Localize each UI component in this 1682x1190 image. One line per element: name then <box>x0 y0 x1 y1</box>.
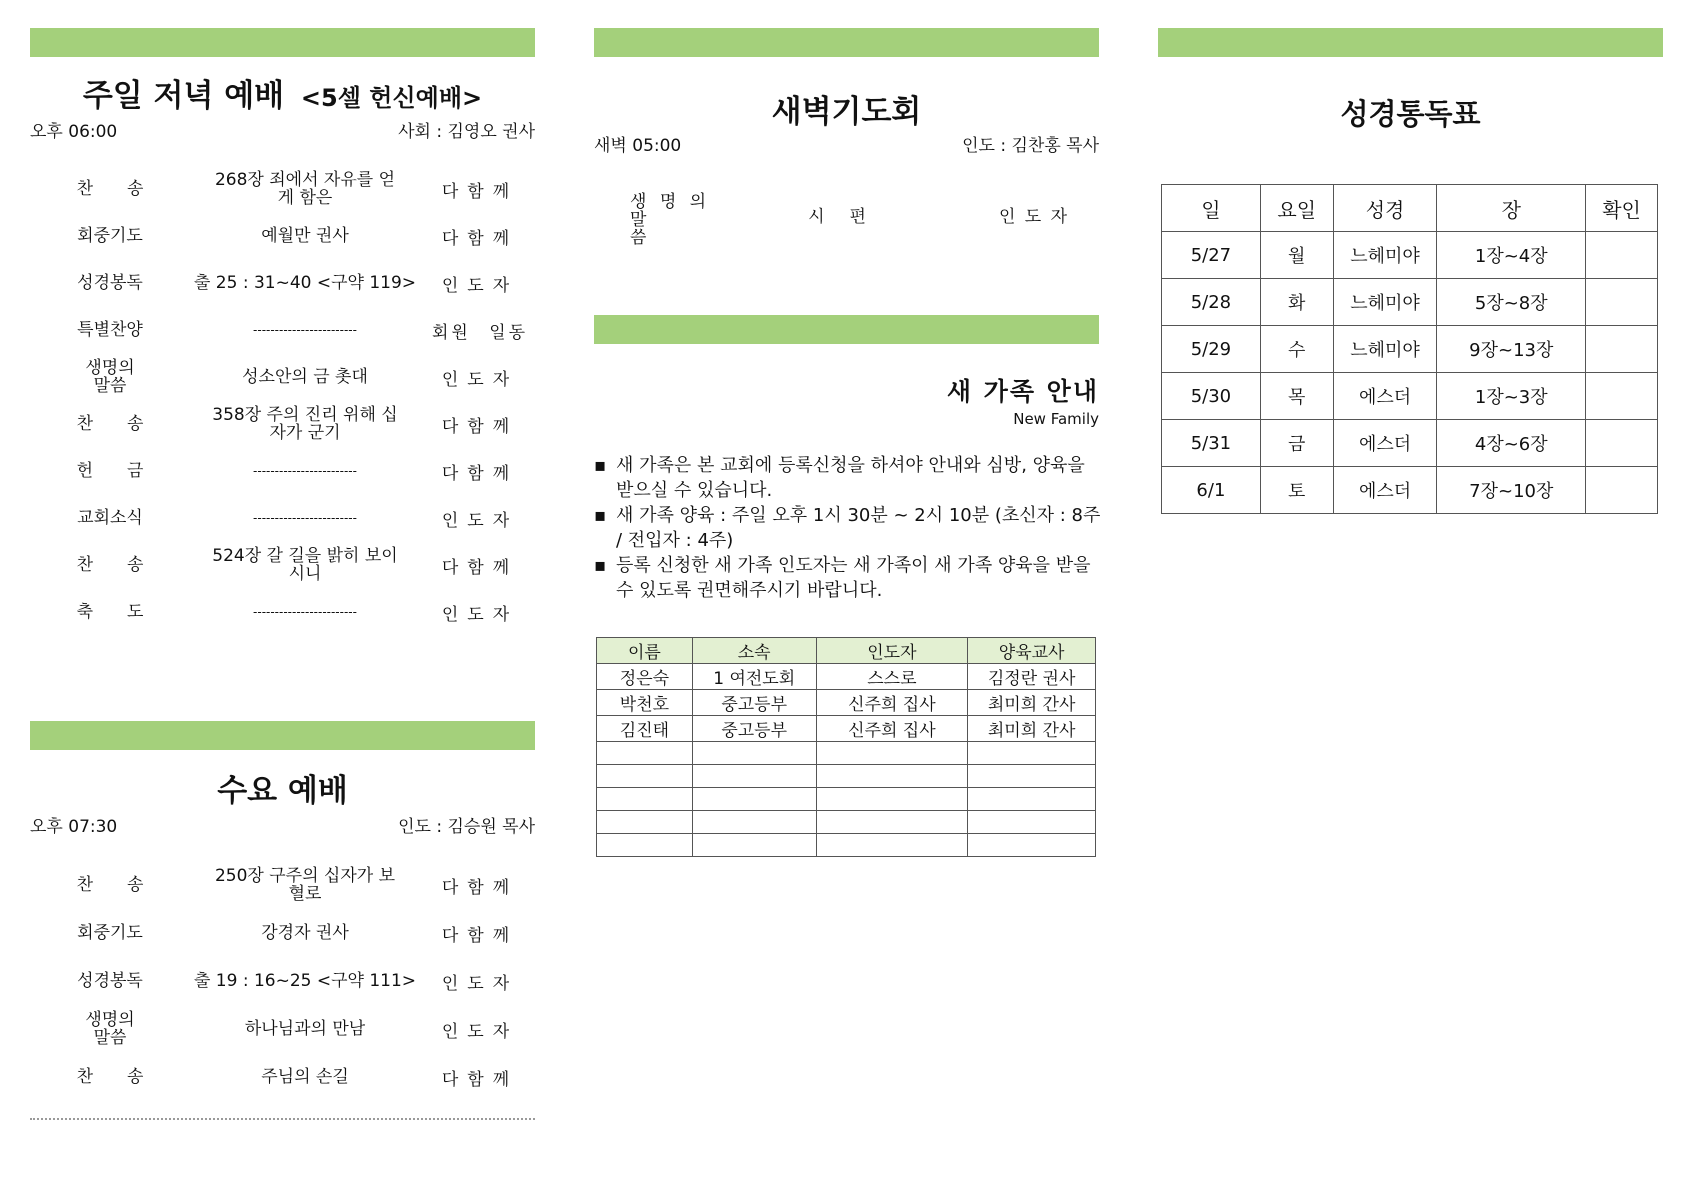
order-content: 성소안의 금 촛대 <box>242 367 368 387</box>
notice-list <box>594 453 1104 603</box>
order-item: 회중기도 <box>77 923 143 943</box>
new-family-subtitle: New Family <box>1013 410 1099 428</box>
order-item: 교회소식 <box>77 508 143 528</box>
wednesday-leader: 인도 : 김승원 목사 <box>398 817 535 837</box>
table-cell: 느헤미야 <box>1333 232 1437 279</box>
order-item: 성경봉독 <box>77 273 143 293</box>
order-content: ------------------------ <box>253 323 357 337</box>
table-cell: 7장~10장 <box>1437 467 1586 514</box>
table-cell: 김정란 권사 <box>968 664 1096 690</box>
wednesday-order-list <box>30 0 535 1190</box>
table-cell <box>968 742 1096 765</box>
order-content-cell <box>170 913 440 953</box>
order-who: 다함께 <box>441 463 519 484</box>
order-content: 주님의 손길 <box>261 1067 349 1087</box>
table-row <box>1162 326 1658 373</box>
table-row <box>597 765 1096 788</box>
table-cell <box>816 765 968 788</box>
table-cell <box>597 811 693 834</box>
order-content: 268장 죄에서 자유를 얻게 함은 <box>214 170 396 208</box>
order-content: 출 25 : 31~40 <구약 119> <box>193 273 417 293</box>
table-cell: 에스더 <box>1333 420 1437 467</box>
order-item: 찬 송 <box>76 414 144 434</box>
order-item: 회중기도 <box>77 226 143 246</box>
table-cell <box>692 811 816 834</box>
table-cell: 에스더 <box>1333 373 1437 420</box>
order-item: 찬 송 <box>76 179 144 199</box>
dawn-leader: 인도 : 김찬홍 목사 <box>962 136 1099 156</box>
table-cell: 화 <box>1260 279 1333 326</box>
table-header-row <box>1162 185 1658 232</box>
table-cell <box>816 834 968 857</box>
table-row <box>1162 279 1658 326</box>
new-family-notice <box>594 453 1104 603</box>
table-cell <box>968 788 1096 811</box>
order-item: 특별찬양 <box>77 320 143 340</box>
table-cell: 느헤미야 <box>1333 279 1437 326</box>
dawn-time: 새벽 05:00 <box>594 136 682 156</box>
table-cell: 신주희 집사 <box>816 690 968 716</box>
order-row <box>30 865 535 905</box>
sunday-title-main: 주일 저녁 예배 <box>82 78 285 114</box>
table-cell: 목 <box>1260 373 1333 420</box>
table-cell: 5/28 <box>1162 279 1261 326</box>
order-item: 축 도 <box>76 602 144 622</box>
table-cell <box>968 765 1096 788</box>
order-content: ------------------------ <box>253 464 357 478</box>
table-cell <box>968 811 1096 834</box>
order-row <box>30 913 535 953</box>
order-content: 하나님과의 만남 <box>244 1019 366 1039</box>
check-cell[interactable] <box>1586 232 1658 279</box>
table-cell: 최미희 간사 <box>968 690 1096 716</box>
column-header: 장 <box>1437 185 1586 232</box>
check-cell[interactable] <box>1586 326 1658 373</box>
table-cell <box>597 765 693 788</box>
table-cell <box>597 834 693 857</box>
order-content: 강경자 권사 <box>261 923 349 943</box>
order-item: 찬 송 <box>76 875 144 895</box>
table-cell <box>692 765 816 788</box>
order-item: 찬 송 <box>76 1067 144 1087</box>
table-row <box>597 742 1096 765</box>
table-cell: 1장~3장 <box>1437 373 1586 420</box>
table-cell: 1장~4장 <box>1437 232 1586 279</box>
order-who: 인도자 <box>441 275 519 296</box>
order-content-cell <box>170 865 440 905</box>
reading-title: 성경통독표 <box>1340 97 1481 131</box>
table-cell: 1 여전도회 <box>692 664 816 690</box>
sunday-subtitle: <5셀 헌신예배> <box>300 84 483 112</box>
notice-item: ▪ 등록 신청한 새 가족 인도자는 새 가족이 새 가족 양육을 받을 수 있도록 권면해주시기 바랍니다. <box>616 553 1104 603</box>
table-row <box>1162 420 1658 467</box>
table-cell: 신주희 집사 <box>816 716 968 742</box>
table-cell: 정은숙 <box>597 664 693 690</box>
dawn-order-row <box>594 192 1099 248</box>
order-content: 358장 주의 진리 위해 십자가 군기 <box>212 405 398 443</box>
table-cell <box>597 742 693 765</box>
table-cell: 6/1 <box>1162 467 1261 514</box>
table-row <box>597 811 1096 834</box>
order-content: 출 19 : 16~25 <구약 111> <box>193 971 417 991</box>
column-header: 확인 <box>1586 185 1658 232</box>
check-cell[interactable] <box>1586 373 1658 420</box>
order-who: 회원 일동 <box>431 322 529 343</box>
table-row <box>1162 373 1658 420</box>
check-cell[interactable] <box>1586 420 1658 467</box>
table-cell: 최미희 간사 <box>968 716 1096 742</box>
order-content: 250장 구주의 십자가 보혈로 <box>214 866 396 904</box>
table-cell: 5/29 <box>1162 326 1261 373</box>
table-header-row <box>597 638 1096 664</box>
table-cell: 5장~8장 <box>1437 279 1586 326</box>
check-cell[interactable] <box>1586 467 1658 514</box>
dawn-title: 새벽기도회 <box>771 94 922 130</box>
section-bar-new-family <box>594 315 1099 344</box>
table-cell: 4장~6장 <box>1437 420 1586 467</box>
order-who: 인도자 <box>441 604 519 625</box>
table-cell: 9장~13장 <box>1437 326 1586 373</box>
table-cell: 느헤미야 <box>1333 326 1437 373</box>
table-cell: 수 <box>1260 326 1333 373</box>
order-item: 생명의 말씀 <box>85 358 135 396</box>
order-content: 예월만 권사 <box>261 226 349 246</box>
table-cell: 김진태 <box>597 716 693 742</box>
table-cell <box>816 742 968 765</box>
table-cell <box>692 834 816 857</box>
dawn-order-who: 인 도 자 <box>998 207 1070 227</box>
order-content-cell <box>170 961 440 1001</box>
table-cell: 박천호 <box>597 690 693 716</box>
table-row <box>597 664 1096 690</box>
table-cell <box>692 742 816 765</box>
new-family-title: 새 가족 안내 <box>946 377 1099 406</box>
order-who: 인도자 <box>441 1021 519 1042</box>
table-row <box>597 834 1096 857</box>
order-item: 생명의 말씀 <box>85 1010 135 1048</box>
order-row <box>30 961 535 1001</box>
check-cell[interactable] <box>1586 279 1658 326</box>
table-cell: 5/27 <box>1162 232 1261 279</box>
sunday-leader: 사회 : 김영오 권사 <box>398 122 535 142</box>
order-who: 인도자 <box>441 973 519 994</box>
section-bar-reading <box>1158 28 1663 57</box>
column-header: 요일 <box>1260 185 1333 232</box>
order-who: 다함께 <box>441 228 519 249</box>
table-cell: 중고등부 <box>692 716 816 742</box>
reading-table <box>1161 184 1658 514</box>
table-row <box>597 788 1096 811</box>
order-who: 인도자 <box>441 369 519 390</box>
notice-item: ▪ 새 가족은 본 교회에 등록신청을 하셔야 안내와 심방, 양육을 받으실 수 있습니다. <box>616 453 1104 503</box>
order-who: 다함께 <box>441 181 519 202</box>
order-content: 524장 갈 길을 밝히 보이시니 <box>212 546 398 584</box>
order-who: 다함께 <box>441 416 519 437</box>
table-cell: 금 <box>1260 420 1333 467</box>
table-cell: 5/31 <box>1162 420 1261 467</box>
table-cell <box>968 834 1096 857</box>
table-cell <box>597 788 693 811</box>
column-header: 인도자 <box>816 638 968 664</box>
new-family-table <box>596 637 1096 857</box>
wednesday-title: 수요 예배 <box>217 773 348 809</box>
wednesday-time: 오후 07:30 <box>30 817 118 837</box>
order-item: 성경봉독 <box>77 971 143 991</box>
table-cell: 월 <box>1260 232 1333 279</box>
sunday-time: 오후 06:00 <box>30 122 118 142</box>
dawn-order-item: 생 명 의 말 씀 <box>630 192 711 248</box>
column-header: 일 <box>1162 185 1261 232</box>
table-row <box>1162 467 1658 514</box>
order-who: 인도자 <box>441 510 519 531</box>
table-row <box>597 690 1096 716</box>
order-row <box>30 1009 535 1049</box>
order-item: 헌 금 <box>76 461 144 481</box>
table-cell <box>692 788 816 811</box>
table-row <box>1162 232 1658 279</box>
dawn-order-content: 시 편 <box>808 207 870 227</box>
order-who: 다함께 <box>441 1069 519 1090</box>
table-cell: 에스더 <box>1333 467 1437 514</box>
table-cell: 스스로 <box>816 664 968 690</box>
order-item: 찬 송 <box>76 555 144 575</box>
order-who: 다함께 <box>441 877 519 898</box>
dotted-divider <box>30 1118 535 1120</box>
order-content: ------------------------ <box>253 605 357 619</box>
column-header: 이름 <box>597 638 693 664</box>
order-content: ------------------------ <box>253 511 357 525</box>
order-who: 다함께 <box>441 557 519 578</box>
order-content-cell <box>170 1009 440 1049</box>
column-header: 양육교사 <box>968 638 1096 664</box>
table-row <box>597 716 1096 742</box>
table-cell: 5/30 <box>1162 373 1261 420</box>
order-content-cell <box>170 1057 440 1097</box>
notice-item: ▪ 새 가족 양육 : 주일 오후 1시 30분 ~ 2시 10분 (초신자 : 8주 / 전입자 : 4주) <box>616 503 1104 553</box>
table-cell <box>816 811 968 834</box>
order-row <box>30 1057 535 1097</box>
column-header: 성경 <box>1333 185 1437 232</box>
column-header: 소속 <box>692 638 816 664</box>
section-bar-dawn <box>594 28 1099 57</box>
table-cell: 중고등부 <box>692 690 816 716</box>
table-cell: 토 <box>1260 467 1333 514</box>
order-who: 다함께 <box>441 925 519 946</box>
table-cell <box>816 788 968 811</box>
